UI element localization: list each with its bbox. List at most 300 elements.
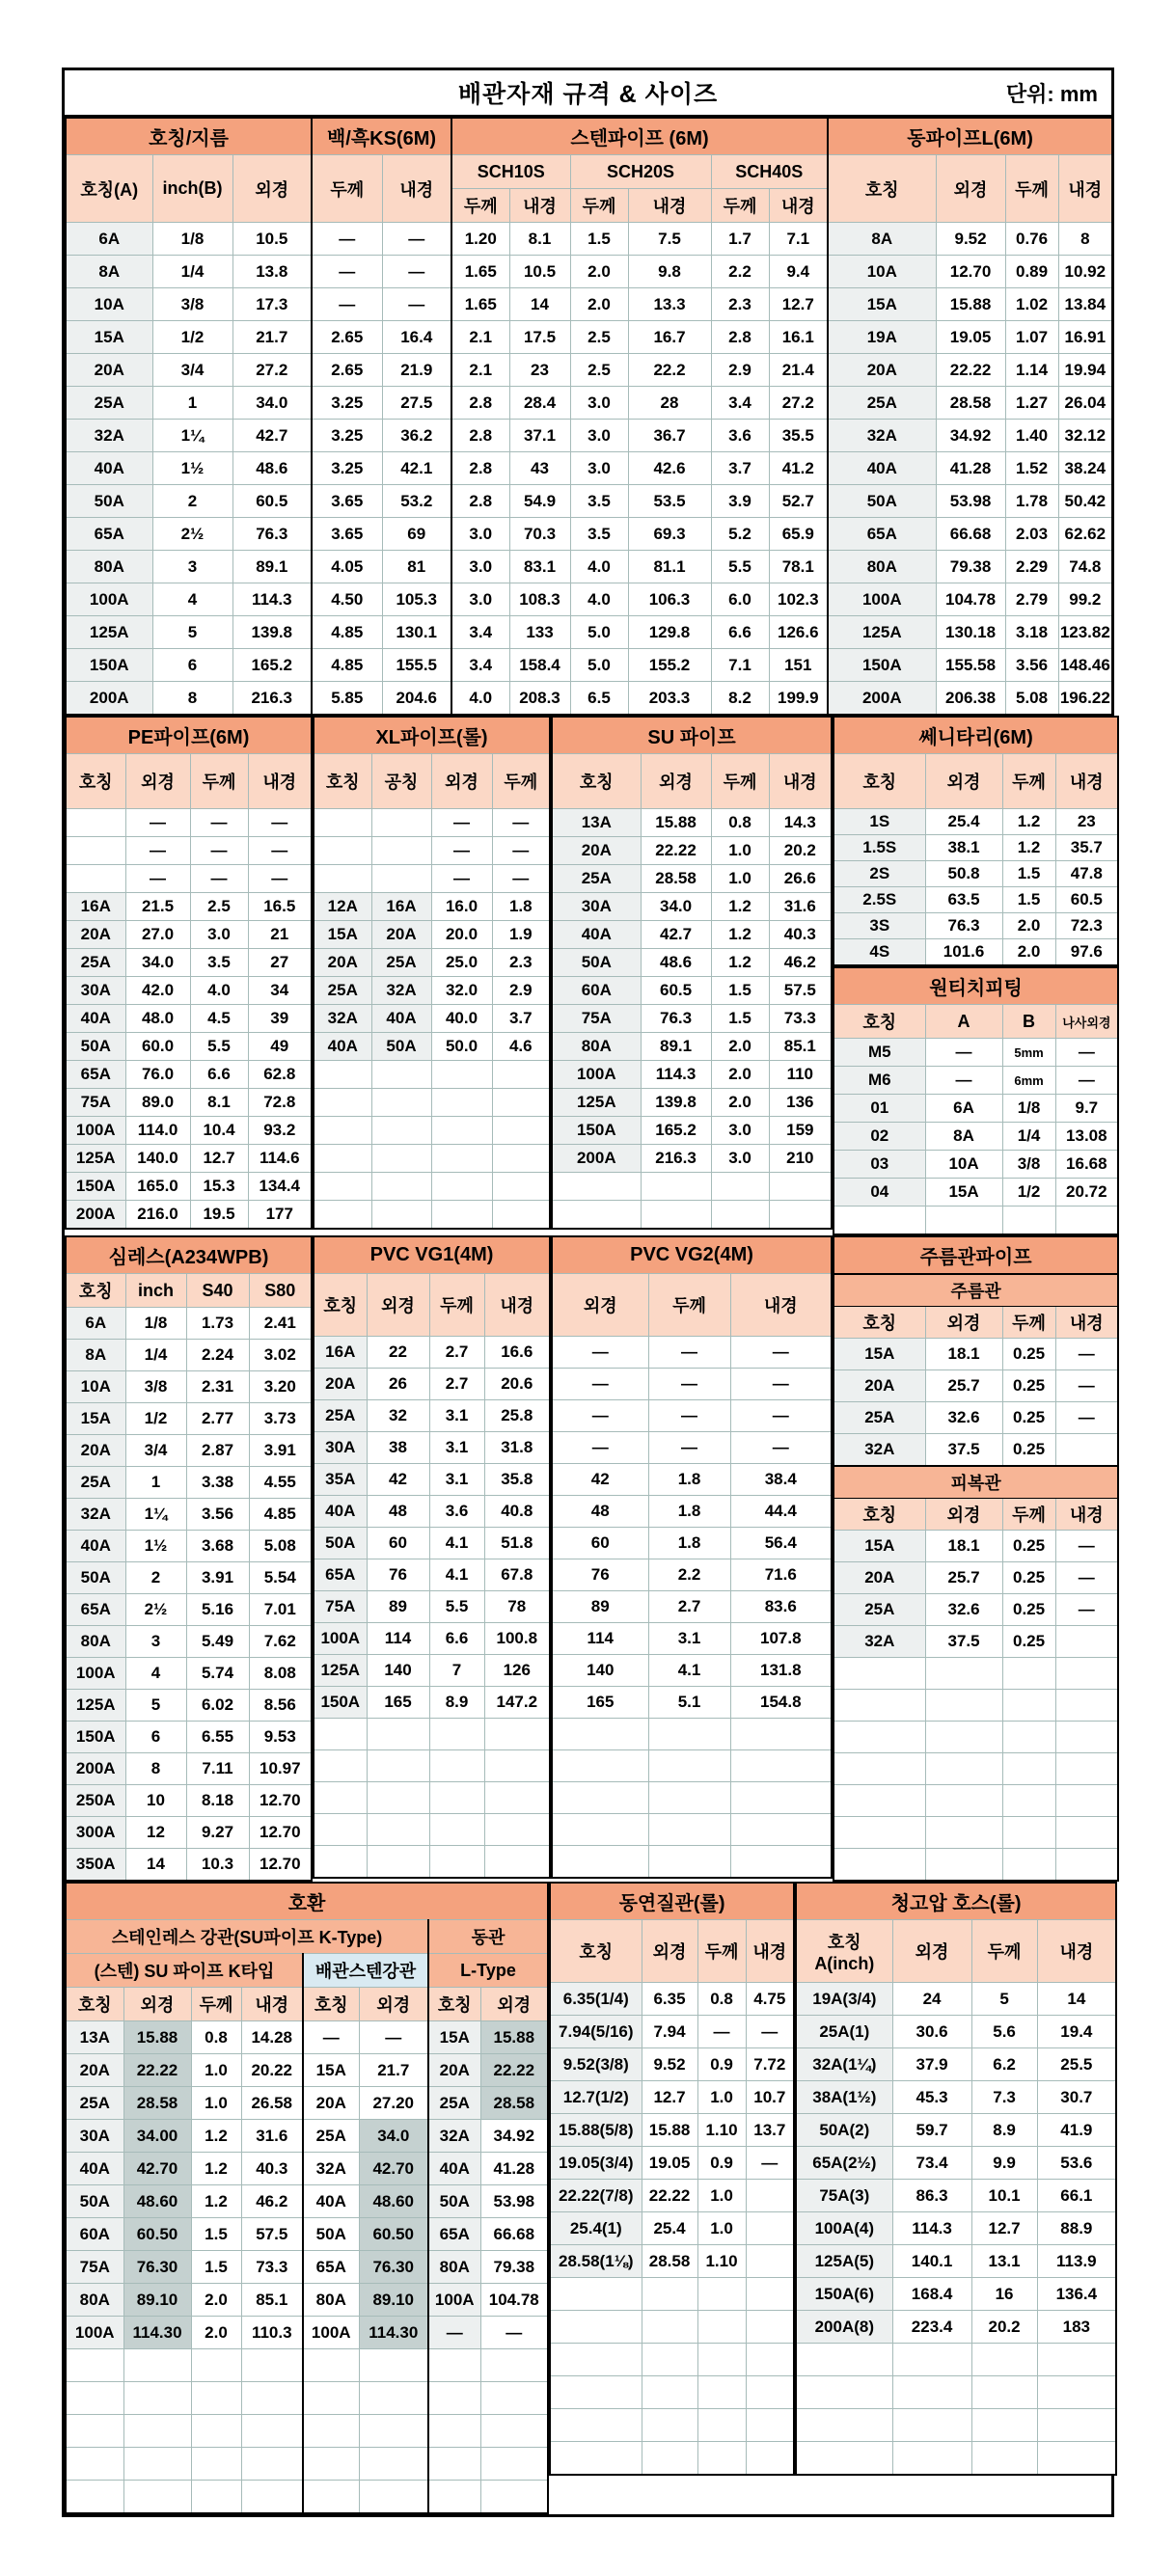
cell: 22.22: [936, 354, 1005, 387]
cell: —: [248, 809, 312, 837]
cell: —: [382, 223, 451, 256]
cell: 50A(2): [796, 2114, 892, 2147]
header-cell: 두께: [312, 155, 382, 223]
cell: 32A: [314, 1005, 371, 1033]
cell: 48.6: [232, 452, 312, 485]
cell: 53.98: [480, 2185, 548, 2218]
cell: [552, 1719, 648, 1750]
cell: 62.8: [248, 1061, 312, 1089]
cell: 20A: [314, 1369, 367, 1400]
cell: 16A: [314, 1337, 367, 1369]
cell: [367, 1846, 429, 1879]
header-cell: 내경: [241, 1988, 303, 2021]
cell: 2.5: [570, 354, 628, 387]
cell: 10.7: [746, 2081, 794, 2114]
cell: 13.3: [628, 288, 711, 321]
cell: 147.2: [484, 1687, 550, 1719]
cell: 114.30: [359, 2317, 428, 2349]
cell: 63.5: [925, 887, 1002, 913]
cell: 25A: [552, 865, 641, 893]
cell: 34.92: [936, 420, 1005, 452]
cell: [428, 2481, 480, 2514]
cell: —: [303, 2021, 359, 2054]
cell: 20A: [303, 2087, 359, 2120]
cell: 20A: [371, 921, 431, 949]
cell: [552, 1846, 648, 1879]
cell: 2.0: [1002, 913, 1055, 939]
cell: 100A: [303, 2317, 359, 2349]
cell: 53.5: [628, 485, 711, 518]
cell: 75A: [66, 2251, 123, 2284]
section-four: [65, 1882, 1111, 2514]
cell: 93.2: [248, 1117, 312, 1145]
cell: [746, 2212, 794, 2245]
cell: 42.1: [382, 452, 451, 485]
corrugated-pipe-table-grid: [833, 1235, 1119, 1882]
header-cell: 호칭: [66, 754, 125, 809]
cell: 3.25: [312, 387, 382, 420]
cell: 14: [125, 1849, 186, 1882]
cell: [1002, 1785, 1055, 1817]
cell: [746, 2376, 794, 2409]
cell: [971, 2344, 1037, 2376]
cell: 12.7(1/2): [550, 2081, 642, 2114]
cell: 1.7: [711, 223, 769, 256]
cell: M5: [833, 1039, 925, 1067]
header-cell: 내경: [746, 1920, 794, 1983]
header-cell: 호칭: [66, 1274, 125, 1308]
cell: 32A: [66, 420, 152, 452]
cell: 21.4: [769, 354, 828, 387]
cell: 20A: [833, 1562, 925, 1594]
cell: —: [1055, 1594, 1118, 1626]
cell: 0.76: [1005, 223, 1058, 256]
cell: 1.0: [697, 2081, 746, 2114]
cell: 19.94: [1058, 354, 1112, 387]
cell: 19A: [828, 321, 936, 354]
cell: [642, 2278, 697, 2311]
cell: 15.88: [641, 809, 711, 837]
cell: [314, 1089, 371, 1117]
cell: 6.35(1/4): [550, 1983, 642, 2016]
cell: 32.12: [1058, 420, 1112, 452]
cell: [642, 2344, 697, 2376]
cell: 8.56: [249, 1690, 312, 1722]
cell: 46.2: [241, 2185, 303, 2218]
cell: 60A: [66, 2218, 123, 2251]
compatibility-table-grid: [65, 1882, 549, 2514]
cell: 15A: [314, 921, 371, 949]
cell: [429, 1750, 484, 1782]
cell: 9.8: [628, 256, 711, 288]
cell: 28.58: [641, 865, 711, 893]
cell: 148.46: [1058, 649, 1112, 682]
cell: 51.8: [484, 1528, 550, 1559]
cell: 1.0: [711, 865, 769, 893]
cell: [1055, 1207, 1118, 1235]
cell: 41.28: [480, 2153, 548, 2185]
cell: 6.55: [186, 1722, 249, 1753]
cell: 1.27: [1005, 387, 1058, 420]
cell: 140: [367, 1655, 429, 1687]
cell: 27.2: [232, 354, 312, 387]
cell: [1037, 2409, 1116, 2442]
cell: 31.6: [241, 2120, 303, 2153]
column-header-cell: 두께: [1002, 1307, 1055, 1339]
cell: 99.2: [1058, 583, 1112, 616]
cell: 2.87: [186, 1435, 249, 1467]
cell: 6A: [925, 1095, 1002, 1123]
title-bar: [65, 70, 1111, 117]
cell: 102.3: [769, 583, 828, 616]
cell: 44.4: [730, 1496, 832, 1528]
cell: 86.3: [892, 2180, 971, 2212]
compatibility-table: [65, 1882, 549, 2514]
cell: —: [359, 2021, 428, 2054]
cell: 125A: [66, 1690, 125, 1722]
cell: 136.4: [1037, 2278, 1116, 2311]
cell: 4.0: [570, 551, 628, 583]
cell: 80A: [66, 551, 152, 583]
header-cell: 배관스텐강관: [303, 1954, 428, 1988]
header-cell: 동파이프L(6M): [828, 118, 1112, 155]
cell: 34.92: [480, 2120, 548, 2153]
cell: 40A: [66, 2153, 123, 2185]
cell: [367, 1719, 429, 1750]
cell: [697, 2311, 746, 2344]
cell: 1.0: [191, 2087, 241, 2120]
cell: 3.0: [711, 1117, 769, 1145]
header-cell: 두께: [711, 754, 769, 809]
cell: 100.8: [484, 1623, 550, 1655]
cell: 110.3: [241, 2317, 303, 2349]
cell: 49: [248, 1033, 312, 1061]
cell: 5.1: [648, 1687, 730, 1719]
cell: 107.8: [730, 1623, 832, 1655]
cell: 2.29: [1005, 551, 1058, 583]
header-cell: 호칭: [66, 1988, 123, 2021]
cell: 28.58: [936, 387, 1005, 420]
cell: 0.25: [1002, 1594, 1055, 1626]
cell: —: [746, 2016, 794, 2048]
cell: 85.1: [769, 1033, 832, 1061]
high-pressure-hose-table-grid: [795, 1882, 1117, 2476]
cell: 8.08: [249, 1658, 312, 1690]
main-pipe-size-table: [65, 117, 1113, 716]
cell: [480, 2481, 548, 2514]
cell: [730, 1719, 832, 1750]
cell: [484, 1750, 550, 1782]
cell: 17.5: [509, 321, 570, 354]
cell: [697, 2344, 746, 2376]
cell: [552, 1173, 641, 1201]
cell: 1.65: [451, 256, 509, 288]
cell: 22: [367, 1337, 429, 1369]
cell: 1.52: [1005, 452, 1058, 485]
cell: 1.65: [451, 288, 509, 321]
cell: 23: [509, 354, 570, 387]
cell: 25A: [833, 1402, 925, 1434]
cell: 02: [833, 1123, 925, 1151]
cell: 1.5: [711, 1005, 769, 1033]
cell: 5.5: [190, 1033, 248, 1061]
cell: 158.4: [509, 649, 570, 682]
cell: 1S: [833, 809, 925, 835]
cell: 110: [769, 1061, 832, 1089]
cell: 165: [552, 1687, 648, 1719]
cell: 203.3: [628, 682, 711, 716]
cell: 42.7: [641, 921, 711, 949]
cell: 100A: [314, 1623, 367, 1655]
cell: 8: [152, 682, 232, 716]
cell: 165.0: [125, 1173, 190, 1201]
cell: 65A: [303, 2251, 359, 2284]
unit-label: 단위: mm: [1005, 81, 1098, 106]
cell: [648, 1814, 730, 1846]
cell: [971, 2376, 1037, 2409]
cell: 46.2: [769, 949, 832, 977]
cell: 34.0: [641, 893, 711, 921]
cell: 5.5: [711, 551, 769, 583]
cell: [746, 2245, 794, 2278]
cell: 3.25: [312, 420, 382, 452]
cell: 4: [152, 583, 232, 616]
cell: [431, 1201, 492, 1230]
cell: 15.3: [190, 1173, 248, 1201]
cell: 50A: [552, 949, 641, 977]
cell: 42.6: [628, 452, 711, 485]
cell: 140.1: [892, 2245, 971, 2278]
cell: —: [730, 1369, 832, 1400]
cell: [550, 2278, 642, 2311]
pvc-vg1-table: [313, 1235, 551, 1879]
cell: 204.6: [382, 682, 451, 716]
cell: 22.22: [123, 2054, 191, 2087]
cell: 60.5: [232, 485, 312, 518]
header-cell: B: [1002, 1005, 1055, 1039]
column-header-cell: 두께: [1002, 1499, 1055, 1531]
cell: 25A: [314, 1400, 367, 1432]
cell: 62.62: [1058, 518, 1112, 551]
cell: 1.0: [697, 2180, 746, 2212]
cell: 28.58: [123, 2087, 191, 2120]
cell: 2½: [125, 1594, 186, 1626]
cell: 223.4: [892, 2311, 971, 2344]
header-cell: 외경: [359, 1988, 428, 2021]
cell: 2.0: [191, 2284, 241, 2317]
cell: [1055, 1690, 1118, 1722]
cell: [484, 1846, 550, 1879]
cell: 28: [628, 387, 711, 420]
cell: 65A: [66, 1594, 125, 1626]
column-header-cell: 내경: [1055, 1499, 1118, 1531]
cell: 14.28: [241, 2021, 303, 2054]
cell: 150A: [66, 1722, 125, 1753]
cell: 50A: [428, 2185, 480, 2218]
cell: 32.0: [431, 977, 492, 1005]
cell: 150A: [66, 649, 152, 682]
cell: [1002, 1753, 1055, 1785]
cell: 89.10: [123, 2284, 191, 2317]
cell: [314, 1750, 367, 1782]
cell: 34: [248, 977, 312, 1005]
cell: 165: [367, 1687, 429, 1719]
cell: 1.02: [1005, 288, 1058, 321]
cell: 73.4: [892, 2147, 971, 2180]
cell: [371, 1173, 431, 1201]
cell: 2.0: [570, 288, 628, 321]
cell: 76.3: [641, 1005, 711, 1033]
cell: 3.5: [570, 485, 628, 518]
cell: 2.2: [648, 1559, 730, 1591]
cell: 0.9: [697, 2048, 746, 2081]
cell: 4.85: [249, 1499, 312, 1531]
cell: [730, 1814, 832, 1846]
cell: [484, 1719, 550, 1750]
cell: 206.38: [936, 682, 1005, 716]
cell: 8.1: [509, 223, 570, 256]
cell: 74.8: [1058, 551, 1112, 583]
cell: 35.5: [769, 420, 828, 452]
cell: 1.0: [191, 2054, 241, 2087]
cell: 1.5: [711, 977, 769, 1005]
cell: [431, 1089, 492, 1117]
cell: [648, 1782, 730, 1814]
cell: 9.4: [769, 256, 828, 288]
cell: 53.2: [382, 485, 451, 518]
cell: 25A: [828, 387, 936, 420]
header-cell: 호칭: [314, 754, 371, 809]
cell: [648, 1750, 730, 1782]
cell: 0.8: [191, 2021, 241, 2054]
cell: 3.4: [451, 616, 509, 649]
cell: 3.91: [249, 1435, 312, 1467]
cell: 0.25: [1002, 1402, 1055, 1434]
cell: [642, 2442, 697, 2476]
cell: 40.3: [769, 921, 832, 949]
header-cell: 외경: [925, 754, 1002, 809]
cell: 2.8: [451, 452, 509, 485]
cell: 3.0: [570, 420, 628, 452]
cell: [1055, 1753, 1118, 1785]
cell: 26.58: [241, 2087, 303, 2120]
cell: 40A: [314, 1033, 371, 1061]
cell: 4.5: [190, 1005, 248, 1033]
cell: 27.20: [359, 2087, 428, 2120]
cell: [480, 2448, 548, 2481]
cell: [367, 1782, 429, 1814]
cell: 0.25: [1002, 1339, 1055, 1370]
cell: [429, 1814, 484, 1846]
header-cell: 공칭: [371, 754, 431, 809]
cell: 3.1: [648, 1623, 730, 1655]
cell: —: [648, 1400, 730, 1432]
cell: 15A: [828, 288, 936, 321]
cell: 27.2: [769, 387, 828, 420]
header-cell: inch: [125, 1274, 186, 1308]
cell: 114.6: [248, 1145, 312, 1173]
cell: 5.85: [312, 682, 382, 716]
cell: 50A: [314, 1528, 367, 1559]
cell: —: [552, 1337, 648, 1369]
cell: 25.4: [925, 809, 1002, 835]
cell: 23: [1055, 809, 1118, 835]
cell: [314, 1173, 371, 1201]
cell: [746, 2344, 794, 2376]
cell: 16.68: [1055, 1151, 1118, 1179]
cell: [484, 1782, 550, 1814]
cell: 2.5S: [833, 887, 925, 913]
cell: 15A: [833, 1339, 925, 1370]
cell: [925, 1207, 1002, 1235]
cell: 8A: [828, 223, 936, 256]
cell: 10.4: [190, 1117, 248, 1145]
cell: 48.6: [641, 949, 711, 977]
cell: 97.6: [1055, 939, 1118, 966]
cell: 25.4(1): [550, 2212, 642, 2245]
cell: [1055, 1626, 1118, 1658]
cell: —: [648, 1432, 730, 1464]
header-cell: 내경: [1055, 754, 1118, 809]
cell: 100A: [66, 2317, 123, 2349]
cell: 9.53: [249, 1722, 312, 1753]
cell: 75A(3): [796, 2180, 892, 2212]
cell: [892, 2344, 971, 2376]
cell: 79.38: [936, 551, 1005, 583]
cell: 3/4: [125, 1435, 186, 1467]
cell: 7.62: [249, 1626, 312, 1658]
cell: [697, 2442, 746, 2476]
cell: 40.0: [431, 1005, 492, 1033]
cell: 7.94: [642, 2016, 697, 2048]
cell: 65A: [314, 1559, 367, 1591]
cell: 150A: [828, 649, 936, 682]
cell: —: [925, 1067, 1002, 1095]
cell: 200A: [66, 682, 152, 716]
cell: 7.11: [186, 1753, 249, 1785]
pe-pipe-table-grid: [65, 716, 313, 1230]
cell: 1.5: [191, 2218, 241, 2251]
cell: —: [125, 837, 190, 865]
cell: 42.7: [232, 420, 312, 452]
cell: 114.30: [123, 2317, 191, 2349]
cell: 25.7: [925, 1562, 1002, 1594]
cell: 4.50: [312, 583, 382, 616]
cell: 20A: [66, 1435, 125, 1467]
cell: 39: [248, 1005, 312, 1033]
cell: 60.0: [125, 1033, 190, 1061]
cell: 3.7: [492, 1005, 550, 1033]
header-cell: 호칭: [303, 1988, 359, 2021]
cell: 19A(3/4): [796, 1983, 892, 2016]
cell: 78.1: [769, 551, 828, 583]
cell: 20A: [833, 1370, 925, 1402]
cell: 60.5: [1055, 887, 1118, 913]
header-cell: 나사외경: [1055, 1005, 1118, 1039]
cell: 30.6: [892, 2016, 971, 2048]
cell: 28.58: [480, 2087, 548, 2120]
cell: 20.22: [241, 2054, 303, 2087]
cell: [66, 2448, 123, 2481]
cell: 40.3: [241, 2153, 303, 2185]
header-cell: 동관: [428, 1920, 548, 1954]
cell: 2.7: [429, 1337, 484, 1369]
cell: 1.2: [711, 893, 769, 921]
cell: [833, 1690, 925, 1722]
cell: 8: [1058, 223, 1112, 256]
cell: [892, 2442, 971, 2476]
cell: [303, 2448, 359, 2481]
